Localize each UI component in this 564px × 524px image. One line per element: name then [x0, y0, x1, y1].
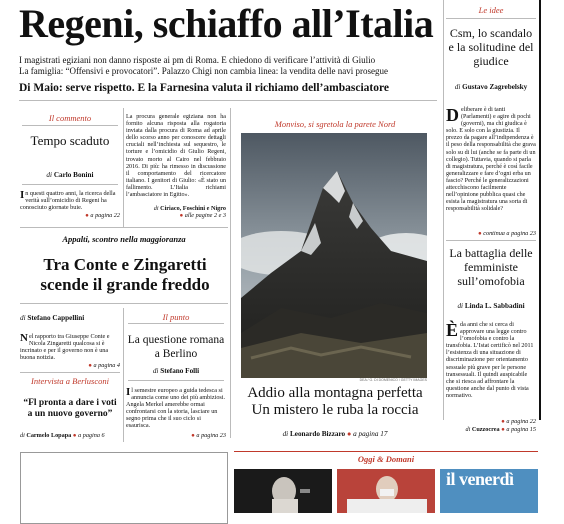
page-ref: a pagina 15 — [506, 426, 536, 433]
battaglia-text: da anni che si cerca di approvare una legge contro l’omofobia e contro la transfobia. L’Istat certificò nel 2011 l’esistenza di una situazione di discriminazione per orientamento sessuale più grave per le persone transessuali. Il quindi auspicabile che si riesca ad affrontare la questione anche dal punto di vista normativo. — [446, 322, 534, 399]
idee-body — [446, 107, 536, 213]
deck: Di Maio: serve rispetto. E la Farnesina valuta il richiamo dell’ambasciatore — [19, 82, 389, 94]
subhead-line-1: I magistrati egiziani non danno risposte ai pm di Roma. E chiedono di verificare l’attività di Giulio — [19, 55, 376, 65]
punto-section: Il punto — [162, 312, 190, 322]
punto-author: Stefano Folli — [160, 367, 200, 375]
by-label: di — [454, 83, 461, 91]
divider — [230, 108, 231, 438]
commento-section: Il commento — [48, 113, 92, 123]
by-label: di — [20, 432, 25, 439]
protest-photo — [337, 469, 435, 513]
author: Cuzzocrea — [471, 426, 500, 433]
berlusconi-section: Intervista a Berlusconi — [31, 376, 109, 386]
divider — [446, 18, 536, 19]
dropcap: I — [20, 189, 25, 201]
page-ref: a pagina 22 — [90, 212, 120, 219]
appalti-section: Appalti, scontro nella maggioranza — [62, 234, 186, 244]
battaglia-author: Linda L. Sabbadini — [464, 302, 525, 310]
monviso-author: Leonardo Bizzaro — [289, 430, 346, 438]
commento-title: Tempo scaduto — [30, 133, 110, 148]
appalti-byline — [20, 315, 120, 322]
venerdi-cover[interactable] — [440, 469, 538, 513]
mountain-photo — [241, 133, 427, 378]
oggi-section: Oggi & Domani — [357, 454, 415, 464]
monviso-section: Monviso, si sgretola la parete Nord — [274, 119, 396, 129]
bottom-box — [20, 452, 228, 524]
battaglia-byline-2[interactable]: di Cuzzocrea ● a pagina 15 — [465, 426, 536, 433]
divider — [446, 240, 536, 241]
commento-text: n questi quattro anni, la ricerca della verità sull’omicidio di Regeni ha conosciuto giornate buie. — [20, 190, 116, 211]
mountain-image — [241, 133, 427, 378]
page-ref: continua a pagina 23 — [483, 230, 536, 237]
idee-title: Csm, lo scandalo e la solitudine del giudice — [448, 26, 534, 68]
divider — [20, 303, 228, 304]
divider — [234, 451, 538, 452]
monviso-byline[interactable]: di Leonardo Bizzaro ● a pagina 17 — [282, 430, 388, 438]
idee-byline — [446, 84, 536, 91]
divider — [22, 125, 118, 126]
divider — [123, 308, 124, 442]
appalti-title: Tra Conte e Zingaretti scende il grande freddo — [40, 255, 210, 294]
divider — [20, 227, 228, 228]
divider — [123, 108, 124, 228]
punto-title: La questione romana a Berlino — [127, 334, 225, 360]
punto-text: l semestre europeo a guida tedesca si annuncia come uno dei più ambiziosi. Angela Merkel amerebbe ormai confrontarsi con la storia, lasciare un segno prima che il suo ciclo si esaurisca. — [126, 387, 226, 429]
appalti-page[interactable]: ● a pagina 4 — [88, 362, 120, 369]
commento-byline — [20, 172, 120, 179]
dropcap: È — [446, 320, 459, 340]
headline: Regeni, schiaffo all’Italia — [19, 1, 434, 46]
dropcap: D — [446, 105, 459, 125]
appalti-text: el rapporto tra Giuseppe Conte e Nicola Zingaretti qualcosa si è incrinato e per il governo non è una buona notizia. — [20, 333, 110, 361]
page-ref: a pagina 22 — [506, 418, 536, 425]
divider — [22, 184, 118, 185]
page-ref: alle pagine 2 e 3 — [184, 212, 226, 219]
page-ref: a pagina 6 — [78, 432, 105, 439]
idee-text: eliberare è di tanti (Parlamenti) e agire di pochi (governi), ma chi giudica è solo. E solo con la giustizia. Il prezzo da pagare all’indipendenza è il peso della responsabilità che grava solo su di lui (anche se fa parte di un collegio). Tuttavia, quando si parla di magistratura, perché è così facile generalizzare e fare d’ogni erba un fascio? Perché le generalizzazioni attecchiscono facilmente nell’opinione pubblica quasi che esista la magistratura una sorta di responsabilità solidale? — [446, 107, 536, 213]
battaglia-page[interactable]: ● a pagina 22 — [501, 418, 536, 425]
by-label: di — [282, 430, 289, 438]
punto-page[interactable]: ● a pagina 23 — [191, 432, 226, 439]
by-label: di — [152, 367, 159, 375]
monviso-title: Addio alla montagna perfetta — [247, 385, 423, 401]
monviso-subtitle: Un mistero le ruba la roccia — [251, 402, 419, 418]
berlusconi-byline[interactable]: di Carmelo Lopapa ● a pagina 6 — [20, 432, 105, 439]
punto-byline — [126, 368, 226, 375]
berlusconi-quote: “Fl pronta a dare i voti a un nuovo governo” — [23, 398, 117, 419]
by-label: di — [20, 314, 26, 322]
by-label: di — [465, 426, 471, 433]
by-label: di — [46, 171, 53, 179]
divider — [128, 380, 224, 381]
commento-body — [20, 190, 120, 211]
subhead-line-2: La famiglia: “Offensivi e provocatori”. Palazzo Chigi non cambia linea: la vendita delle navi prosegue — [19, 66, 388, 76]
photo-credit: DEA / G. DI DOMENICO / GETTY IMAGES — [359, 378, 427, 382]
punto-body — [126, 387, 226, 429]
idee-section: Le idee — [478, 5, 504, 15]
battaglia-body — [446, 322, 536, 400]
commento-author: Carlo Bonini — [53, 171, 94, 179]
appalti-author: Stefano Cappellini — [27, 314, 85, 322]
dropcap: I — [126, 386, 131, 398]
protest-image — [337, 469, 435, 513]
dropcap: N — [20, 332, 28, 344]
page-ref: a pagina 23 — [196, 432, 226, 439]
battaglia-title: La battaglia delle femministe sull’omofobia — [449, 246, 533, 288]
venerdi-logo: il venerdì — [446, 469, 514, 489]
divider — [20, 372, 120, 373]
concert-photo — [234, 469, 332, 513]
by-label: di — [153, 205, 159, 212]
concert-image — [234, 469, 332, 513]
divider — [128, 323, 224, 324]
lead-authors: Ciriaco, Foschini e Nigro — [160, 205, 226, 212]
divider — [19, 100, 437, 101]
idee-author: Gustavo Zagrebelsky — [462, 83, 528, 91]
page-ref: a pagina 4 — [93, 362, 120, 369]
berlusconi-author: Carmelo Lopapa — [26, 432, 72, 439]
commento-page[interactable]: ● a pagina 22 — [85, 212, 120, 219]
battaglia-byline — [446, 303, 536, 310]
appalti-body — [20, 333, 120, 361]
lead-article-byline[interactable]: di Ciriaco, Foschini e Nigro ● alle pagine 2 e 3 — [153, 205, 226, 219]
lead-article-body: La procura generale egiziana non ha fornito alcuna risposta alla rogatoria inviata dalla procura di Roma ad aprile dello scorso anno per conoscere dettagli cruciali nell’inchiesta sul sequestro, le torture e l’omicidio di Giulio Regeni, trovato morto al Cairo nel febbraio 2016. Di più: ha rimesso in discussione il comportamento del ricercatore italiano. I genitori di Giulio: «È stato un fallimento. L’Italia richiami l’ambasciatore in Egitto». — [126, 114, 226, 199]
idee-continue[interactable]: ● continua a pagina 23 — [477, 230, 536, 237]
page-ref: a pagina 17 — [353, 430, 388, 438]
by-label: di — [457, 302, 464, 310]
